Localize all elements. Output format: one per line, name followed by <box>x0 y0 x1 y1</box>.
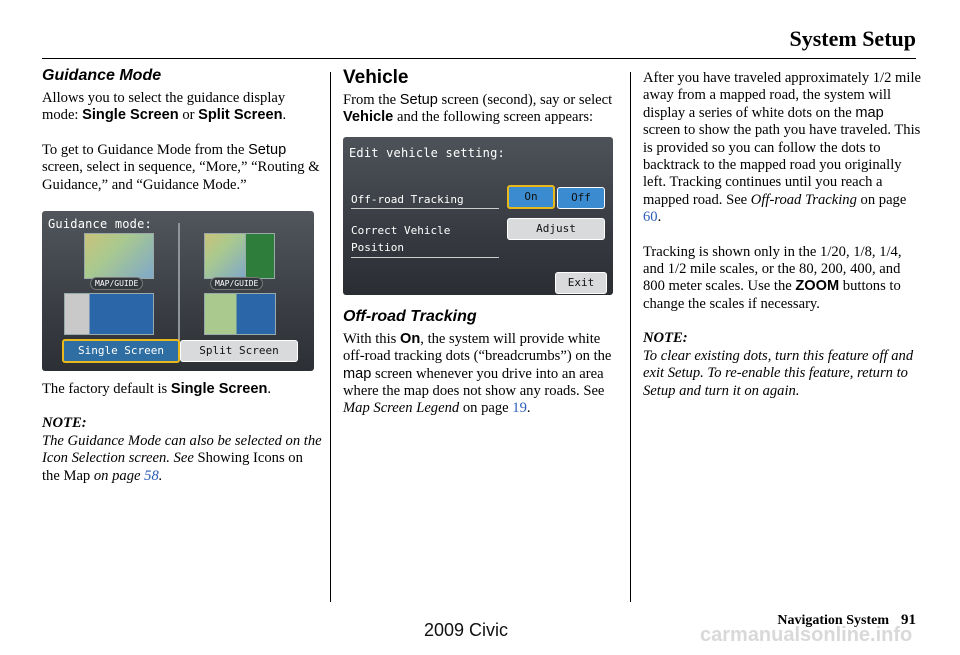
text: on page <box>90 467 145 484</box>
text: . <box>657 209 662 226</box>
text: The factory default is <box>42 381 171 398</box>
factory-default <box>42 381 322 398</box>
tracking-scales-text <box>643 244 923 314</box>
off-road-tracking-text <box>343 331 618 418</box>
vehicle-setting-screenshot <box>343 137 613 295</box>
map-thumbnail-split-list <box>245 233 275 279</box>
note-reference: Showing Icons on the Map <box>42 450 303 484</box>
option-split-screen: Split Screen <box>198 107 283 124</box>
text: or <box>178 107 199 124</box>
text: screen to show the path you have traveled. This is provided so you can follow the dots to backtrack to the mapped road you originally left. Tracking continues until you reach a mapped road. See <box>643 122 921 208</box>
page-link-19[interactable]: 19 <box>512 400 527 417</box>
column-guidance-mode <box>42 66 322 485</box>
text: screen (second), say or select <box>437 92 613 108</box>
off-button[interactable]: Off <box>557 187 605 209</box>
reference-map-legend: Map Screen Legend <box>343 400 460 417</box>
adjust-button[interactable]: Adjust <box>507 218 605 240</box>
text: on page <box>856 191 907 208</box>
guidance-mode-steps <box>42 142 322 194</box>
off-road-tracking-label: Off-road Tracking <box>351 191 499 209</box>
text: . <box>158 467 163 484</box>
footer-label: Navigation System <box>777 613 889 628</box>
text: Tracking is shown only in the 1/20, 1/8, 1/4, and 1/2 mile scales, or the 80, 200, 400, and 800 meter scales. Use the <box>643 243 902 295</box>
exit-button[interactable]: Exit <box>555 272 607 294</box>
page-title: System Setup <box>789 26 916 51</box>
vehicle-heading: Vehicle <box>343 67 409 88</box>
column-tracking-details <box>643 70 923 400</box>
column-divider-1 <box>330 72 331 602</box>
text: . <box>282 107 287 124</box>
text: To get to Guidance Mode from the <box>42 141 249 158</box>
watermark-model: 2009 Civic <box>424 620 509 640</box>
page-number: 91 <box>901 612 916 628</box>
correct-vehicle-position-label: Correct Vehicle Position <box>351 222 499 258</box>
single-screen-button[interactable]: Single Screen <box>62 339 180 363</box>
guidance-mode-heading: Guidance Mode <box>42 67 162 84</box>
on-button[interactable]: On <box>507 185 555 209</box>
guidance-mode-intro <box>42 90 322 125</box>
on-term: On <box>399 330 421 347</box>
note-heading: NOTE: <box>643 330 688 347</box>
screen-title: Edit vehicle setting: <box>349 145 505 160</box>
text: and the following screen appears: <box>393 109 594 126</box>
split-screen-button[interactable]: Split Screen <box>180 340 298 362</box>
header-rule <box>42 58 916 59</box>
text: screen, select in sequence, “More,” “Routing & Guidance,” and “Guidance Mode.” <box>42 159 320 193</box>
page-link-58[interactable]: 58 <box>144 467 159 484</box>
map-thumbnail-split-map <box>204 233 246 279</box>
note-text <box>42 433 322 485</box>
watermark-site: carmanualsonline.info <box>700 624 913 646</box>
screen-divider <box>178 223 180 341</box>
text: From the <box>343 92 400 108</box>
guide-thumbnail-split <box>204 293 276 335</box>
map-thumbnail-single <box>84 233 154 279</box>
option-single-screen: Single Screen <box>82 107 179 124</box>
off-road-tracking-heading: Off-road Tracking <box>343 307 477 325</box>
default-value: Single Screen <box>170 381 268 398</box>
zoom-term: ZOOM <box>795 278 840 295</box>
screen-title: Guidance mode: <box>48 217 152 232</box>
text: screen whenever you drive into an area where the map does not show any roads. See <box>343 365 605 400</box>
column-vehicle <box>343 66 618 435</box>
note-text: To clear existing dots, turn this feature off and exit Setup. To re-enable this feature, return to Setup and turn it on again. <box>643 347 914 399</box>
text: . <box>267 381 272 398</box>
text: , the system will provide white off-road tracking dots (“breadcrumbs”) on the <box>343 330 612 365</box>
vehicle-term: Vehicle <box>343 109 394 126</box>
text: buttons to change the scales if necessary. <box>643 278 901 312</box>
text: on page <box>459 400 513 417</box>
text: With this <box>343 330 400 347</box>
text: . <box>526 400 531 417</box>
tracking-dots-text <box>643 70 923 227</box>
note-heading: NOTE: <box>42 415 87 432</box>
guide-thumbnail-single <box>64 293 154 335</box>
map-term: map <box>343 365 372 382</box>
map-guide-button-right: MAP/GUIDE <box>210 277 263 290</box>
setup-term: Setup <box>399 92 438 108</box>
guidance-mode-screenshot <box>42 211 314 371</box>
text: After you have traveled approximately 1/2 mile away from a mapped road, the system will display a series of white dots on the <box>643 70 921 121</box>
page-link-60[interactable]: 60 <box>643 209 658 226</box>
text: The Guidance Mode can also be selected on the Icon Selection screen. See <box>42 432 322 467</box>
vehicle-intro <box>343 92 618 127</box>
column-divider-2 <box>630 72 631 602</box>
setup-term: Setup <box>248 141 287 158</box>
reference-off-road-tracking: Off-road Tracking <box>750 191 857 208</box>
map-term: map <box>855 104 884 121</box>
text: Allows you to select the guidance display mode: <box>42 90 286 124</box>
map-guide-button-left: MAP/GUIDE <box>90 277 143 290</box>
